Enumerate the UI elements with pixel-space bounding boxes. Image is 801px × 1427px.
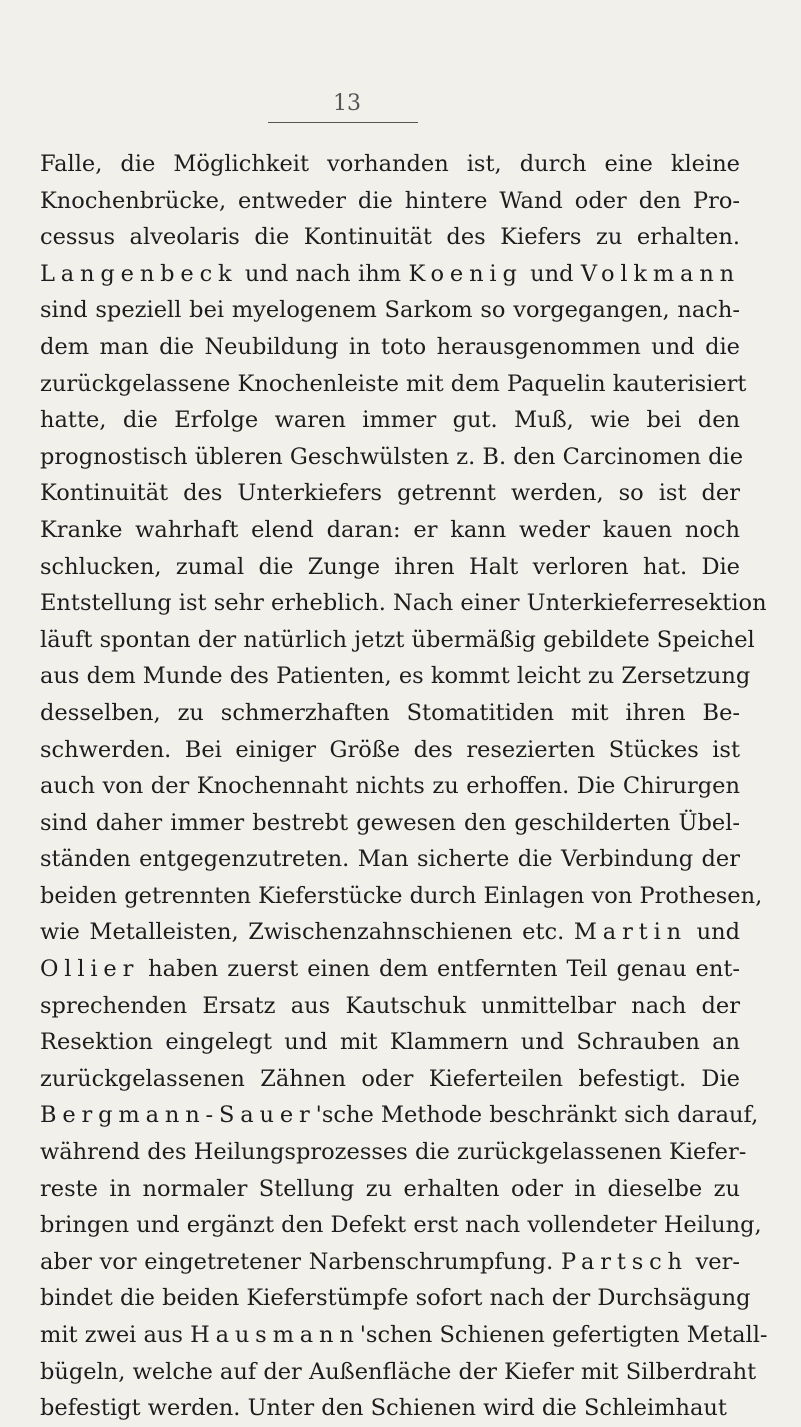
text-line: aus dem Munde des Patienten, es kommt leicht zu Zersetzung (40, 663, 751, 690)
text-line: desselben, zu schmerzhaften Stomatitiden mit ihren Be- (40, 699, 740, 726)
text-line: sind speziell bei myelogenem Sarkom so vorgegangen, nach- (40, 297, 740, 324)
text-line: beiden getrennten Kieferstücke durch Einlagen von Prothesen, (40, 882, 763, 909)
author-name: Martin (573, 919, 687, 946)
text-line: befestigt werden. Unter den Schienen wird die Schleimhaut (40, 1395, 727, 1422)
text-line: zurückgelassene Knochenleiste mit dem Paquelin kauterisiert (40, 370, 747, 397)
author-name: Ollier (40, 956, 140, 983)
text-line: wie Metalleisten, Zwischenzahnschienen etc. Martin und (40, 919, 740, 946)
text-line: auch von der Knochennaht nichts zu erhoffen. Die Chirurgen (40, 773, 740, 800)
text-line: Knochenbrücke, entweder die hintere Wand oder den Pro- (40, 187, 740, 214)
page-number: 13 (333, 91, 361, 116)
text-line: schwerden. Bei einiger Größe des resezierten Stückes ist (40, 736, 740, 763)
text-line: Kontinuität des Unterkiefers getrennt werden, so ist der (40, 480, 740, 507)
text-line: Langenbeck und nach ihm Koenig und Volkmann (40, 260, 740, 287)
text-line: läuft spontan der natürlich jetzt übermäßig gebildete Speichel (40, 626, 755, 653)
text-line: bindet die beiden Kieferstümpfe sofort nach der Durchsägung (40, 1285, 751, 1312)
text-line: Kranke wahrhaft elend daran: er kann weder kauen noch (40, 516, 740, 543)
author-name: Bergmann-Sauer (40, 1102, 316, 1129)
text-line: Resektion eingelegt und mit Klammern und Schrauben an (40, 1029, 740, 1056)
text-line: zurückgelassenen Zähnen oder Kieferteilen befestigt. Die (40, 1065, 740, 1092)
text-line: Bergmann-Sauer'sche Methode beschränkt sich darauf, (40, 1102, 759, 1129)
text-line: bringen und ergänzt den Defekt erst nach vollendeter Heilung, (40, 1212, 762, 1239)
text-line: Entstellung ist sehr erheblich. Nach einer Unterkieferresektion (40, 590, 767, 617)
text-line: aber vor eingetretener Narbenschrumpfung. Partsch ver- (40, 1248, 740, 1275)
text-line: mit zwei aus Hausmann'schen Schienen gefertigten Metall- (40, 1322, 768, 1348)
author-name: Langenbeck (40, 260, 238, 287)
text-line: bügeln, welche auf der Außenfläche der Kiefer mit Silberdraht (40, 1358, 757, 1385)
text-line: reste in normaler Stellung zu erhalten oder in dieselbe zu (40, 1175, 740, 1202)
text-line: Falle, die Möglichkeit vorhanden ist, durch eine kleine (40, 151, 740, 177)
text-line: dem man die Neubildung in toto herausgenommen und die (40, 333, 740, 360)
author-name: Partsch (560, 1248, 688, 1275)
author-name: Koenig (408, 260, 523, 287)
header-rule (268, 122, 418, 123)
text-line: hatte, die Erfolge waren immer gut. Muß, wie bei den (40, 407, 740, 434)
text-line: sind daher immer bestrebt gewesen den geschilderten Übel- (40, 809, 740, 836)
text-line: schlucken, zumal die Zunge ihren Halt verloren hat. Die (40, 553, 740, 580)
text-line: prognostisch übleren Geschwülsten z. B. den Carcinomen die (40, 443, 744, 470)
text-line: ständen entgegenzutreten. Man sicherte die Verbindung der (40, 846, 740, 873)
author-name: Hausmann (190, 1322, 360, 1348)
author-name: Volkmann (580, 260, 740, 287)
text-line: Ollier haben zuerst einen dem entfernten Teil genau ent- (40, 956, 740, 983)
text-line: sprechenden Ersatz aus Kautschuk unmittelbar nach der (40, 992, 740, 1019)
text-line: cessus alveolaris die Kontinuität des Kiefers zu erhalten. (40, 224, 740, 251)
body-text (40, 146, 768, 1427)
text-line: während des Heilungsprozesses die zurückgelassenen Kiefer- (40, 1139, 747, 1166)
